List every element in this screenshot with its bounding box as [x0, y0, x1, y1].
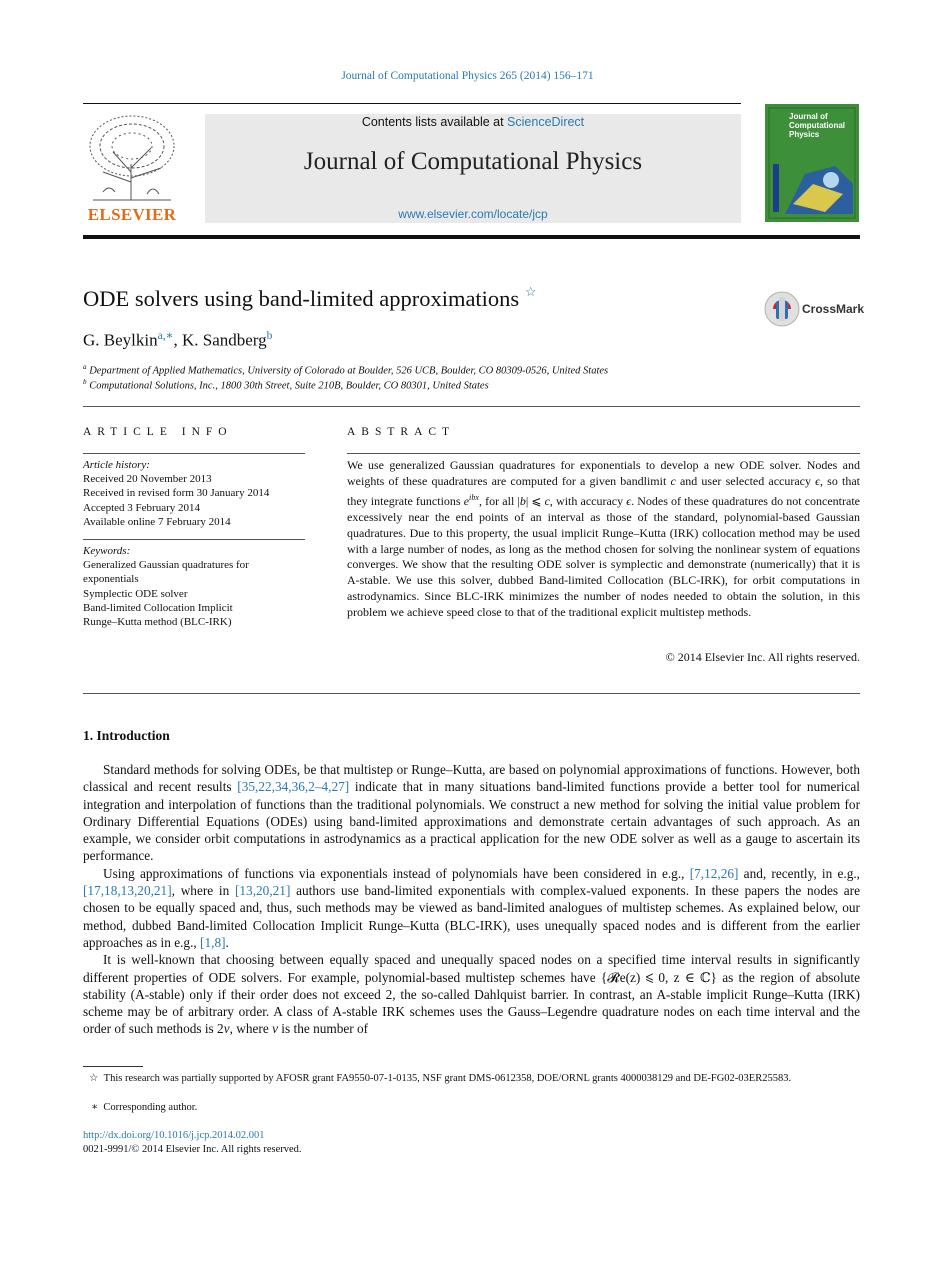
divider — [83, 406, 860, 407]
abstract-copyright: © 2014 Elsevier Inc. All rights reserved. — [665, 650, 860, 664]
footnote-rule — [83, 1066, 143, 1067]
divider — [83, 693, 860, 694]
article-title-text: ODE solvers using band-limited approximations — [83, 286, 520, 311]
keyword-item: exponentials — [83, 573, 139, 586]
divider — [347, 453, 860, 454]
crossmark-label[interactable]: CrossMark — [802, 302, 865, 316]
affiliation-text: Department of Applied Mathematics, University of Colorado at Boulder, 526 UCB, Boulder, CO 80309-0526, United States — [89, 365, 609, 377]
affiliation-b — [83, 378, 489, 392]
keywords — [83, 544, 249, 629]
sciencedirect-link[interactable]: ScienceDirect — [507, 115, 585, 129]
citation-link[interactable]: [7,12,26] — [689, 865, 739, 881]
abstract-body: We use generalized Gaussian quadratures for exponentials to develop a new ODE solver. Nodes and weights of these quadratures are computed for a given bandlimit c and user selected accuracy ϵ, so that they integrate functions $e^{ibx}$, for all |b| ⩽ c, with accuracy ϵ. Nodes of these quadratures do not concentrate excessively near the end points of an interval as those of the standard, polynomial-based Gaussian quadratures. Due to this property, the usual implicit Runge–Kutta (IRK) collocation method may be used with a large number of nodes, as long as the method chosen for solving the nonlinear system of equations converges. We show that the resulting ODE solver is symplectic and demonstrate (numerically) that it is A-stable. We use this solver, dubbed Band-limited Collocation (BLC-IRK), for orbit computations in astrodynamics. Since BLC-IRK minimizes the number of nodes needed to obtain the solution, in this problem we achieve speed close to that of the traditional explicit multistep methods. — [347, 458, 860, 620]
article-history — [83, 458, 269, 529]
footnote-text: Corresponding author. — [103, 1102, 198, 1113]
cover-title — [789, 112, 845, 139]
footnote-funding — [83, 1072, 860, 1087]
keywords-label: Keywords: — [83, 545, 131, 557]
citation-link[interactable]: [13,20,21] — [234, 883, 291, 899]
affiliation-a — [83, 363, 608, 377]
keyword-item: Band-limited Collocation Implicit — [83, 601, 233, 614]
author-separator: , — [173, 330, 182, 350]
author-affil-mark[interactable]: a,∗ — [157, 329, 174, 342]
author-affil-mark[interactable]: b — [266, 329, 273, 342]
journal-reference[interactable]: Journal of Computational Physics 265 (2014) 156–171 — [341, 70, 594, 82]
introduction-body — [83, 761, 860, 1038]
divider — [83, 453, 305, 454]
history-item: Accepted 3 February 2014 — [83, 501, 200, 514]
paragraph: Standard methods for solving ODEs, be that multistep or Runge–Kutta, are based on polynomial approximations of functions. However, both classical and recent results [35,22,34,36,2–4,27] indicate that in many situations band-limited functions provide a better tool for numerical integration and interpolation of functions than the traditional polynomials. We construct a new method for solving the initial value problem for Ordinary Differential Equations (ODEs) using band-limited approximations and demonstrate certain advantages of such approach. As an example, we consider orbit computations in astrodynamics as a practical application for the new ODE solver as well as a gauge to ascertain its performance. — [83, 762, 860, 864]
footnote-mark: ∗ — [91, 1102, 99, 1113]
contents-line — [205, 115, 741, 129]
keyword-item: Symplectic ODE solver — [83, 587, 188, 600]
journal-title: Journal of Computational Physics — [303, 148, 643, 175]
crossmark-icon[interactable] — [764, 291, 800, 327]
citation-link[interactable]: [35,22,34,36,2–4,27] — [237, 779, 350, 795]
cover-title-line: Physics — [789, 130, 820, 139]
history-item: Available online 7 February 2014 — [83, 515, 231, 528]
history-label: Article history: — [83, 459, 150, 471]
abstract-heading: ABSTRACT — [347, 426, 456, 438]
paragraph: Using approximations of functions via exponentials instead of polynomials have been considered in e.g., [7,12,26] and, recently, in e.g., [17,18,13,20,21], where in [13,20,21] authors use band-limited exponentials with complex-valued exponents. In these papers the nodes are chosen to be equally spaced and, thus, such methods may be viewed as band-limited analogues of multistep schemes. As explained below, our method, dubbed Band-limited Collocation Implicit Runge–Kutta (BLC-IRK), uses unequally spaced nodes and is different from the earlier approaches as in e.g., [1,8]. — [83, 865, 861, 950]
contents-prefix: Contents lists available at — [361, 115, 508, 129]
keyword-item: Generalized Gaussian quadratures for — [83, 559, 249, 572]
citation-link[interactable]: [17,18,13,20,21] — [83, 883, 172, 899]
author-sandberg: K. Sandberg — [181, 330, 267, 350]
journal-cover-image[interactable] — [765, 104, 859, 222]
footnote-text: This research was partially supported by AFOSR grant FA9550-07-1-0135, NSF grant DMS-0612358, DOE/ORNL grants 4000038129 and DE-FG02-03ER25583. — [103, 1073, 792, 1084]
divider — [83, 539, 305, 540]
affiliation-mark: a — [83, 363, 87, 371]
affiliation-mark: b — [83, 378, 87, 386]
citation-link[interactable]: [1,8] — [200, 934, 226, 950]
elsevier-tree-logo — [83, 112, 181, 204]
doi-link[interactable]: http://dx.doi.org/10.1016/j.jcp.2014.02.001 — [83, 1130, 265, 1141]
affiliation-text: Computational Solutions, Inc., 1800 30th Street, Suite 210B, Boulder, CO 80301, United States — [89, 380, 489, 392]
author-beylkin: G. Beylkin — [83, 330, 158, 350]
history-item: Received in revised form 30 January 2014 — [83, 487, 270, 500]
journal-url-link[interactable]: www.elsevier.com/locate/jcp — [398, 207, 548, 221]
footnote-mark: ☆ — [89, 1073, 99, 1084]
title-footnote-mark[interactable]: ☆ — [524, 284, 537, 299]
history-item: Received 20 November 2013 — [83, 473, 212, 486]
section-heading-introduction: 1. Introduction — [83, 728, 170, 743]
keyword-item: Runge–Kutta method (BLC-IRK) — [83, 616, 232, 629]
inline-math: {𝓡e(z) ⩽ 0, z ∈ ℂ} — [600, 969, 717, 985]
footnote-corresponding — [83, 1101, 860, 1116]
article-info-heading: ARTICLE INFO — [83, 426, 233, 438]
header-top-rule — [83, 103, 741, 104]
elsevier-wordmark: ELSEVIER — [87, 205, 177, 224]
header-bottom-rule — [83, 235, 860, 239]
paragraph: It is well-known that choosing between equally spaced and unequally spaced nodes on a specified time interval results in significantly different properties of ODE solvers. For example, polynomial-based multistep schemes have {𝓡e(z) ⩽ 0, z ∈ ℂ} as the region of absolute stability (A-stable) only if their order does not exceed 2, the so-called Dahlquist barrier. In contrast, an A-stable implicit Runge–Kutta (IRK) scheme may be of arbitrary order. A class of A-stable IRK schemes uses the Gauss–Legendre quadrature nodes on each time interval and the order of such methods is 2ν, where ν is the number of — [83, 952, 860, 1037]
article-title — [83, 284, 536, 312]
author-list — [83, 328, 272, 351]
cover-title-line: Journal of — [789, 112, 828, 121]
cover-title-line: Computational — [789, 121, 845, 130]
issn-line: 0021-9991/© 2014 Elsevier Inc. All rights reserved. — [83, 1144, 302, 1155]
